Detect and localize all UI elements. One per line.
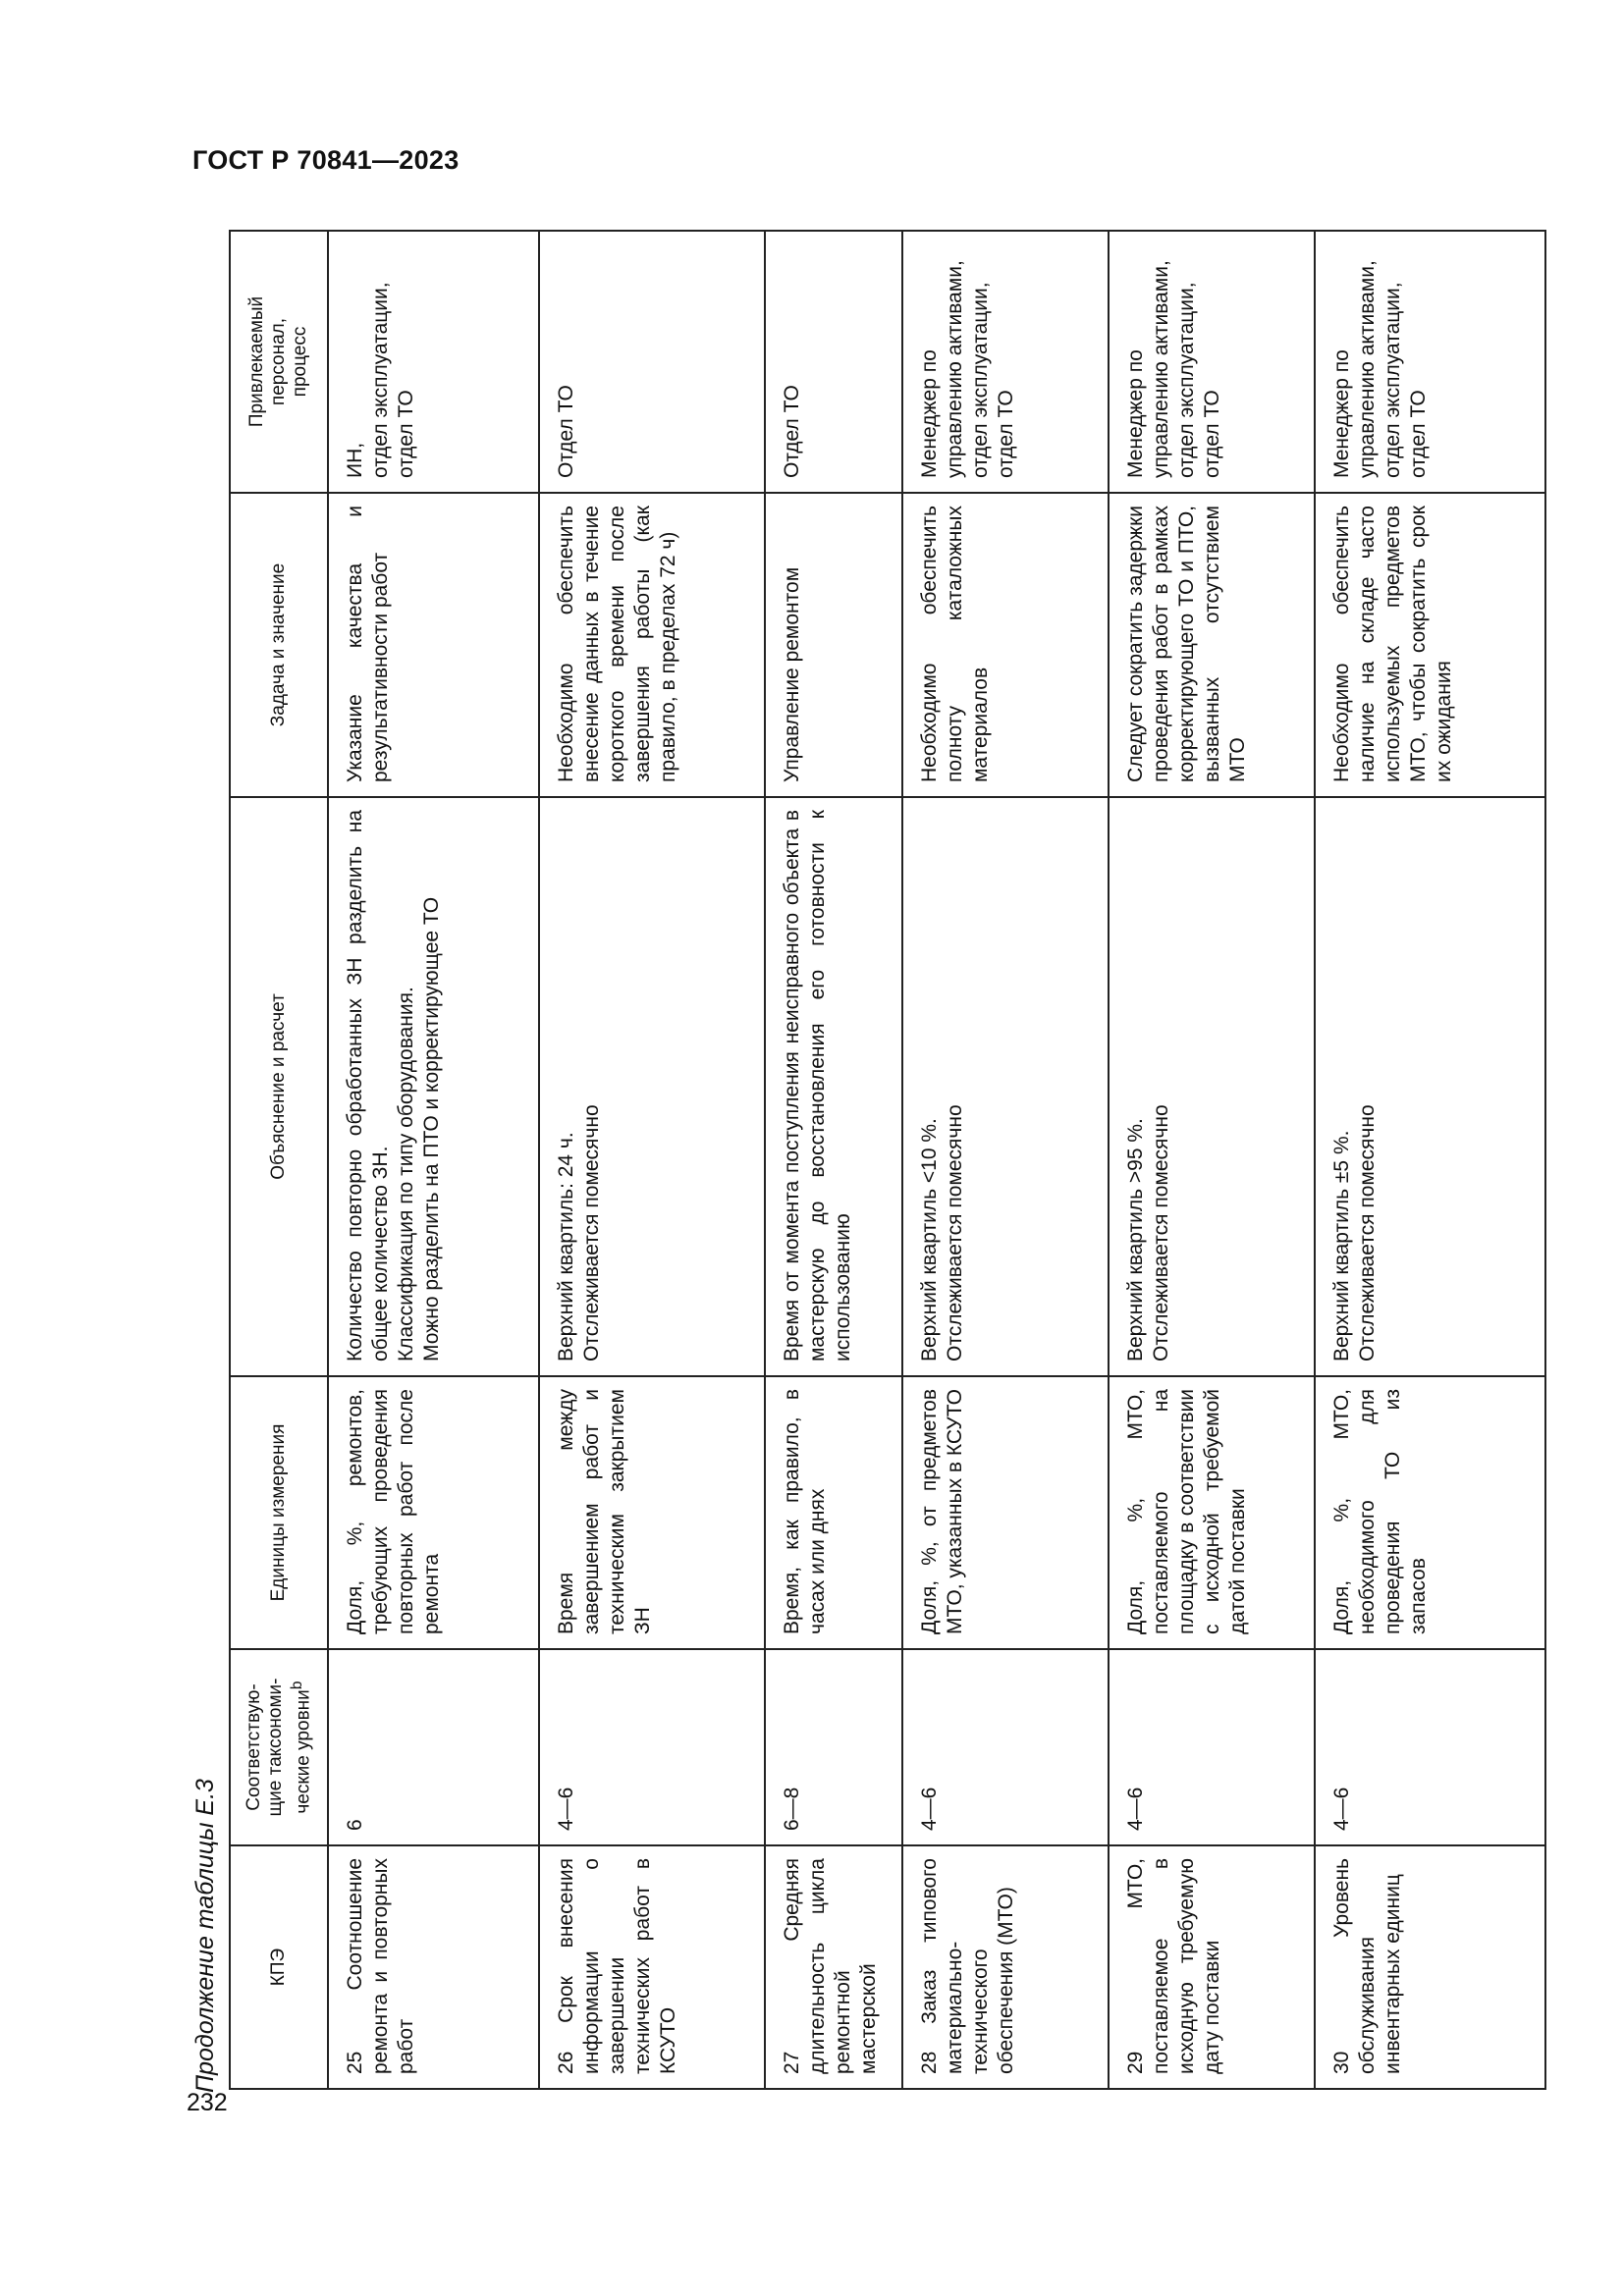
column-header-personnel: Привлекаемый персонал, процесс	[230, 231, 328, 493]
column-header-levels-text: Соответствую- щие таксономи- ческие уровни	[243, 1678, 314, 1817]
personnel-cell: ИН, отдел эксплуатации, отдел ТО	[328, 231, 539, 493]
kpi-cell: 30 Уровень обслуживания инвентарных единиц	[1315, 1845, 1545, 2089]
personnel-cell: Менеджер по управлению активами, отдел эксплуатации, отдел ТО	[902, 231, 1109, 493]
table-header-row	[230, 231, 328, 2089]
units-cell: Доля, %, МТО, необходимого для проведения ТО из запасов	[1315, 1376, 1545, 1649]
units-cell: Доля, %, от предметов МТО, указанных в КСУТО	[902, 1376, 1109, 1649]
column-header-levels	[230, 1649, 328, 1845]
levels-cell: 4—6	[1109, 1649, 1315, 1845]
table-row	[1315, 231, 1545, 2089]
task-cell: Управление ремонтом	[765, 493, 902, 797]
units-cell: Время между завершением работ и техническим закрытием ЗН	[539, 1376, 765, 1649]
kpi-cell: 26 Срок внесения информации о завершении технических работ в КСУТО	[539, 1845, 765, 2089]
column-header-task: Задача и значение	[230, 493, 328, 797]
column-header-kpi: КПЭ	[230, 1845, 328, 2089]
table-row	[539, 231, 765, 2089]
levels-cell: 6	[328, 1649, 539, 1845]
explanation-cell: Верхний квартиль >95 %. Отслеживается помесячно	[1109, 797, 1315, 1376]
column-header-explanation: Объяснение и расчет	[230, 797, 328, 1376]
units-cell: Время, как правило, в часах или днях	[765, 1376, 902, 1649]
levels-cell: 6—8	[765, 1649, 902, 1845]
task-cell: Необходимо обеспечить наличие на складе часто используемых предметов МТО, чтобы сократить срок их ожидания	[1315, 493, 1545, 797]
rotated-table-area	[180, 228, 1476, 2093]
table-row	[765, 231, 902, 2089]
personnel-cell: Отдел ТО	[765, 231, 902, 493]
footnote-marker: b	[288, 1681, 305, 1690]
table-row	[902, 231, 1109, 2089]
personnel-cell: Отдел ТО	[539, 231, 765, 493]
personnel-cell: Менеджер по управлению активами, отдел эксплуатации, отдел ТО	[1109, 231, 1315, 493]
units-cell: Доля, %, МТО, поставляемого на площадку в соответствии с исходной требуемой датой поставки	[1109, 1376, 1315, 1649]
kpi-cell: 28 Заказ типового материально-технического обеспечения (МТО)	[902, 1845, 1109, 2089]
column-header-units: Единицы измерения	[230, 1376, 328, 1649]
document-header: ГОСТ Р 70841—2023	[192, 145, 460, 175]
explanation-cell: Количество повторно обработанных ЗН разделить на общее количество ЗН. Классификация по типу оборудования. Можно разделить на ПТО и корректирующее ТО	[328, 797, 539, 1376]
task-cell: Указание качества и результативности работ	[328, 493, 539, 797]
table-row	[328, 231, 539, 2089]
kpi-cell: 25 Соотношение ремонта и повторных работ	[328, 1845, 539, 2089]
table-row	[1109, 231, 1315, 2089]
explanation-cell: Верхний квартиль ±5 %. Отслеживается помесячно	[1315, 797, 1545, 1376]
explanation-cell: Верхний квартиль: 24 ч. Отслеживается помесячно	[539, 797, 765, 1376]
task-cell: Следует сократить задержки проведения работ в рамках корректирующего ТО и ПТО, вызванных отсутствием МТО	[1109, 493, 1315, 797]
task-cell: Необходимо обеспечить внесение данных в течение короткого времени после завершения работы (как правило, в пределах 72 ч)	[539, 493, 765, 797]
units-cell: Доля, %, ремонтов, требующих проведения повторных работ после ремонта	[328, 1376, 539, 1649]
levels-cell: 4—6	[1315, 1649, 1545, 1845]
explanation-cell: Верхний квартиль <10 %. Отслеживается помесячно	[902, 797, 1109, 1376]
kpi-table	[229, 230, 1546, 2090]
levels-cell: 4—6	[539, 1649, 765, 1845]
kpi-cell: 27 Средняя длительность цикла ремонтной мастерской	[765, 1845, 902, 2089]
personnel-cell: Менеджер по управлению активами, отдел эксплуатации, отдел ТО	[1315, 231, 1545, 493]
table-caption: Продолжение таблицы Е.3	[191, 1779, 219, 2093]
page-number: 232	[187, 2089, 228, 2116]
task-cell: Необходимо обеспечить полноту каталожных материалов	[902, 493, 1109, 797]
explanation-cell: Время от момента поступления неисправного объекта в мастерскую до восстановления его готовности к использованию	[765, 797, 902, 1376]
levels-cell: 4—6	[902, 1649, 1109, 1845]
kpi-cell: 29 МТО, поставляемое в исходную требуемую дату поставки	[1109, 1845, 1315, 2089]
